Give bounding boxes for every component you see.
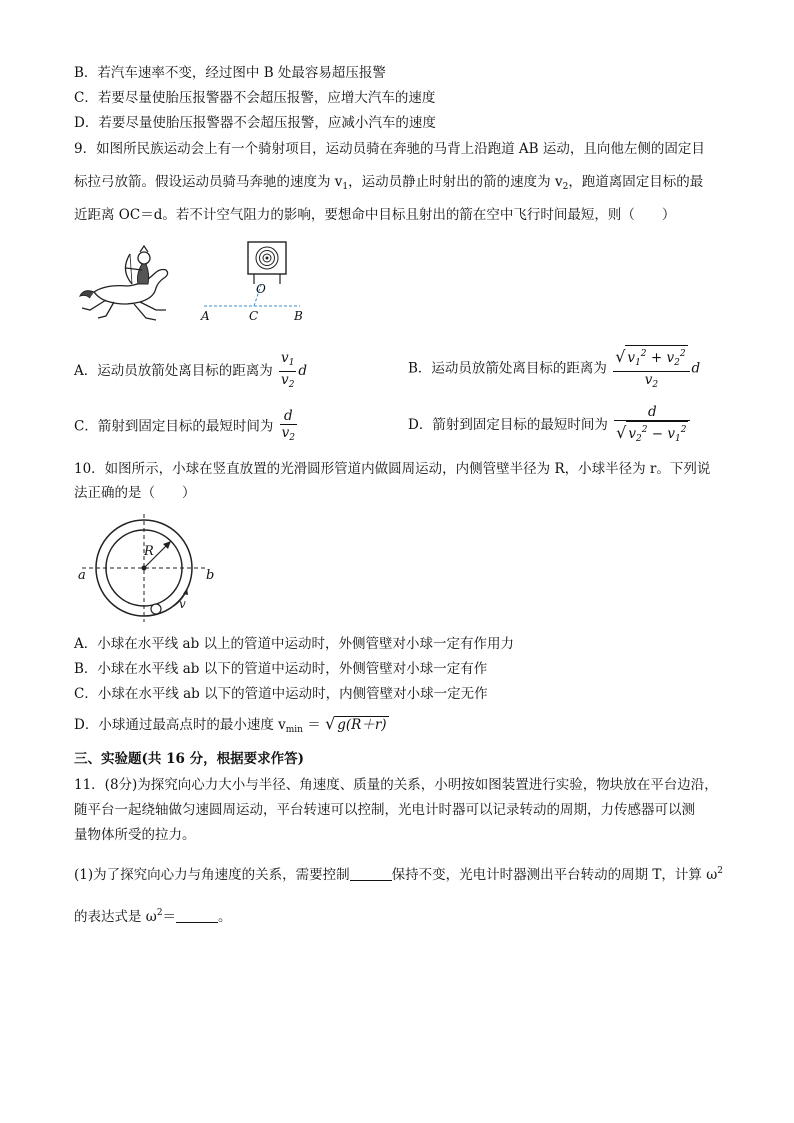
q9-option-a: A．运动员放箭处离目标的距离为 $\frac{v_1}{v_2}$ d — [74, 350, 307, 393]
q9-stem-2b: ，运动员静止时射出的箭的速度为 v — [348, 174, 563, 190]
answer-blank-2[interactable] — [176, 908, 218, 923]
q9-option-c — [74, 408, 299, 446]
q9-stem-line-3: 近距离 OC＝d。若不计空气阻力的影响，要想命中目标且射出的箭在空中飞行时间最短，则（ ） — [74, 207, 676, 223]
q9-option-d — [408, 404, 692, 447]
q9-option-b-text: B．运动员放箭处离目标的距离为 — [408, 360, 607, 377]
label-v: v — [179, 597, 186, 611]
q10-stem-line-1: 10．如图所示，小球在竖直放置的光滑圆形管道内做圆周运动，内侧管壁半径为 R，小球半径为 r。下列说 — [74, 461, 711, 477]
q9-sub-1: 1 — [342, 182, 349, 192]
label-b-point: b — [206, 568, 215, 583]
q11-part1-line-2: 的表达式是 $\omega^2=$ 。 — [74, 908, 232, 925]
q9-sub-2: 2 — [562, 182, 569, 192]
section-3-title: 三、实验题(共 16 分，根据要求作答) — [74, 751, 304, 767]
q8-option-b: B．若汽车速率不变，经过图中 B 处最容易超压报警 — [74, 65, 386, 81]
q9-stem-2a: 标拉弓放箭。假设运动员骑马奔驰的速度为 v — [74, 174, 343, 190]
q10-option-a: A．小球在水平线 ab 以上的管道中运动时，外侧管壁对小球一定有作用力 — [74, 636, 515, 652]
q10-option-b: B．小球在水平线 ab 以下的管道中运动时，外侧管壁对小球一定有作 — [74, 661, 488, 677]
label-o: O — [256, 282, 266, 296]
q9-option-c-text: C．箭射到固定目标的最短时间为 — [74, 418, 274, 435]
q9-option-d-text: D．箭射到固定目标的最短时间为 — [408, 417, 608, 433]
q9-option-a-text: A．运动员放箭处离目标的距离为 — [74, 363, 273, 379]
label-b: B — [294, 309, 303, 323]
q11-part1-line-1: (1)为了探究向心力与角速度的关系，需要控制 保持不变，光电计时器测出平台转动的周期 T，计算 $\omega^2$ — [74, 866, 723, 883]
label-a: A — [201, 309, 210, 323]
small-ball — [151, 604, 161, 614]
label-r: R — [144, 544, 154, 559]
q10-option-d-expression: g(R＋r) — [337, 717, 387, 733]
q9-option-b-fraction: $\frac{√ v_1^2 + v_2^2}{v_2}$ — [613, 345, 689, 393]
q9-option-d-fraction: $\frac{d}{√ v_2^2 - v_1^2}$ — [614, 404, 690, 447]
label-a-point: a — [78, 568, 86, 583]
q8-option-c: C．若要尽量使胎压报警器不会超压报警，应增大汽车的速度 — [74, 90, 436, 106]
q9-option-b: B．运动员放箭处离目标的距离为 $\frac{√ v_1^2 + v_2^2}{v_2}$ d — [408, 345, 700, 393]
q10-circle-figure — [74, 514, 224, 630]
q11-stem-line-2: 随平台一起绕轴做匀速圆周运动，平台转速可以控制，光电计时器可以记录转动的周期，力传感器可以测 — [74, 802, 695, 818]
answer-blank-1[interactable] — [350, 866, 392, 881]
q9-option-a-fraction: $\frac{v_1}{v_2}$ — [281, 350, 295, 390]
q9-stem-2c: ，跑道离固定目标的最 — [568, 174, 704, 190]
q10-option-d: D．小球通过最高点时的最小速度 $v_{min}$ ＝ √ g(R＋r) — [74, 714, 387, 735]
q11-stem-line-1: 11．(8分)为探究向心力大小与半径、角速度、质量的关系，小明按如图装置进行实验，物块放在平台边沿， — [74, 777, 718, 793]
q9-stem-line-2 — [74, 172, 703, 197]
q9-option-c-fraction: $\frac{d}{v_2}$ — [281, 408, 296, 443]
q11-stem-line-3: 量物体所受的拉力。 — [74, 827, 196, 843]
q9-stem-line-1: 9．如图所民族运动会上有一个骑射项目，运动员骑在奔驰的马背上沿跑道 AB 运动，且向他左侧的固定目 — [74, 141, 705, 157]
label-c: C — [249, 309, 259, 323]
q10-option-c: C．小球在水平线 ab 以下的管道中运动时，内侧管壁对小球一定无作 — [74, 686, 488, 702]
q10-option-d-text: D．小球通过最高点时的最小速度 v — [74, 717, 286, 733]
q8-option-d: D．若要尽量使胎压报警器不会超压报警，应减小汽车的速度 — [74, 115, 436, 131]
q9-rider-figure — [76, 244, 176, 324]
q10-stem-line-2: 法正确的是（ ） — [74, 485, 196, 501]
